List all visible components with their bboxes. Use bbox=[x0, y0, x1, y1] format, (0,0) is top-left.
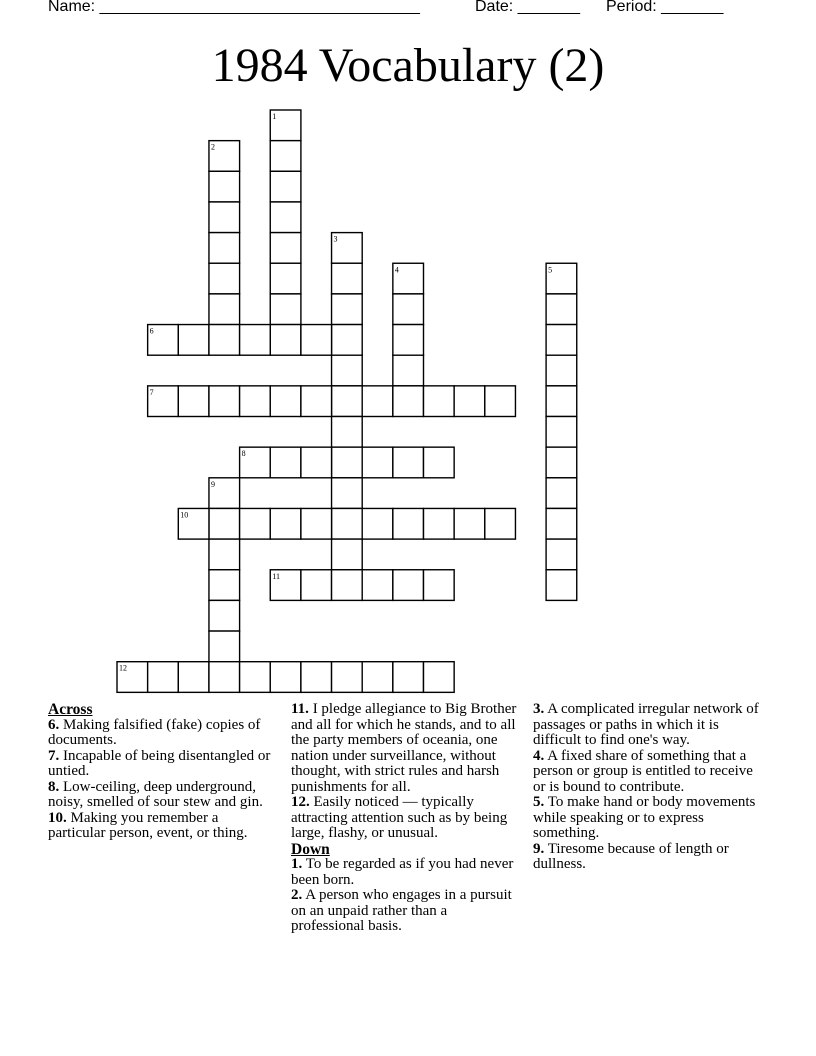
grid-cell[interactable] bbox=[270, 263, 301, 294]
grid-cell[interactable] bbox=[240, 508, 271, 539]
grid-cell[interactable] bbox=[362, 386, 393, 417]
across-clue: 6. Making falsified (fake) copies of documents. bbox=[48, 716, 261, 748]
grid-cell[interactable] bbox=[301, 662, 332, 693]
across-clue: 11. I pledge allegiance to Big Brother and all for which he stands, and to all the party members of oceania, one nation under surveillance, without thought, with strict rules and harsh punishments for all. bbox=[291, 701, 517, 795]
grid-cell[interactable] bbox=[301, 325, 332, 356]
grid-cell[interactable] bbox=[209, 233, 240, 264]
grid-cell[interactable] bbox=[270, 447, 301, 478]
grid-cell[interactable] bbox=[270, 141, 301, 172]
clue-number: 2 bbox=[210, 142, 215, 152]
grid-cell[interactable] bbox=[301, 570, 332, 601]
grid-cell[interactable] bbox=[178, 662, 209, 693]
grid-cell[interactable] bbox=[270, 294, 301, 325]
grid-cell[interactable] bbox=[209, 508, 240, 539]
grid-cell[interactable] bbox=[301, 447, 332, 478]
grid-cell[interactable] bbox=[393, 447, 424, 478]
grid-cell[interactable] bbox=[209, 631, 240, 662]
grid-cell[interactable] bbox=[209, 202, 240, 233]
grid-cell[interactable] bbox=[485, 508, 516, 539]
grid-cell[interactable] bbox=[362, 662, 393, 693]
grid-cell[interactable] bbox=[332, 570, 363, 601]
grid-cell[interactable] bbox=[270, 233, 301, 264]
grid-cell[interactable] bbox=[393, 508, 424, 539]
grid-cell[interactable] bbox=[546, 294, 577, 325]
grid-cell[interactable] bbox=[301, 508, 332, 539]
grid-cell[interactable] bbox=[209, 539, 240, 570]
down-clue: 2. A person who engages in a pursuit on an unpaid rather than a professional basis. bbox=[291, 887, 512, 934]
clue-number: 7 bbox=[149, 387, 154, 397]
grid-cell[interactable] bbox=[393, 325, 424, 356]
clue-number: 5 bbox=[548, 265, 553, 275]
grid-cell[interactable] bbox=[178, 386, 209, 417]
clues-column-1 bbox=[48, 702, 273, 842]
grid-cell[interactable] bbox=[270, 202, 301, 233]
grid-cell[interactable] bbox=[546, 508, 577, 539]
grid-cell[interactable] bbox=[362, 447, 393, 478]
grid-cell[interactable] bbox=[332, 539, 363, 570]
across-clue: 12. Easily noticed — typically attracting attention such as by being large, flashy, or unusual. bbox=[291, 794, 508, 841]
grid-cell[interactable] bbox=[332, 355, 363, 386]
grid-cell[interactable] bbox=[209, 386, 240, 417]
grid-cell[interactable] bbox=[546, 386, 577, 417]
across-clue: 8. Low-ceiling, deep underground, noisy, smelled of sour stew and gin. bbox=[48, 778, 263, 810]
period-field[interactable]: Period: _______ bbox=[606, 0, 724, 15]
grid-cell[interactable] bbox=[332, 447, 363, 478]
clue-number: 11 bbox=[272, 571, 280, 581]
grid-cell[interactable] bbox=[546, 570, 577, 601]
grid-cell[interactable] bbox=[332, 508, 363, 539]
clue-number: 6 bbox=[149, 326, 154, 336]
grid-cell[interactable] bbox=[424, 662, 455, 693]
grid-cell[interactable] bbox=[332, 386, 363, 417]
down-clue: 9. Tiresome because of length or dullness. bbox=[533, 840, 729, 872]
clues-column-3 bbox=[533, 702, 768, 873]
grid-cell[interactable] bbox=[454, 386, 485, 417]
across-clue: 7. Incapable of being disentangled or untied. bbox=[48, 747, 271, 779]
grid-cell[interactable] bbox=[240, 662, 271, 693]
grid-cell[interactable] bbox=[362, 508, 393, 539]
grid-cell[interactable] bbox=[393, 662, 424, 693]
grid-cell[interactable] bbox=[546, 539, 577, 570]
grid-cell[interactable] bbox=[240, 386, 271, 417]
grid-cell[interactable] bbox=[393, 386, 424, 417]
grid-cell[interactable] bbox=[270, 325, 301, 356]
grid-cell[interactable] bbox=[209, 662, 240, 693]
grid-cell[interactable] bbox=[393, 294, 424, 325]
down-clue: 5. To make hand or body movements while speaking or to express something. bbox=[533, 794, 756, 841]
grid-cell[interactable] bbox=[485, 386, 516, 417]
grid-cell[interactable] bbox=[209, 171, 240, 202]
grid-cell[interactable] bbox=[546, 447, 577, 478]
grid-cell[interactable] bbox=[332, 325, 363, 356]
down-clue: 4. A fixed share of something that a person or group is entitled to receive or is bound to contribute. bbox=[533, 747, 753, 795]
grid-cell[interactable] bbox=[424, 570, 455, 601]
grid-cell[interactable] bbox=[546, 325, 577, 356]
across-clue: 10. Making you remember a particular person, event, or thing. bbox=[48, 809, 248, 841]
grid-cell[interactable] bbox=[332, 417, 363, 448]
grid-cell[interactable] bbox=[209, 325, 240, 356]
name-field[interactable]: Name: ____________________________________ bbox=[48, 0, 420, 15]
grid-cell[interactable] bbox=[546, 478, 577, 509]
clue-number: 9 bbox=[210, 479, 215, 489]
grid-cell[interactable] bbox=[209, 294, 240, 325]
down-heading: Down bbox=[291, 840, 330, 858]
grid-cell[interactable] bbox=[332, 478, 363, 509]
down-clue: 1. To be regarded as if you had never been born. bbox=[291, 856, 514, 888]
down-clue: 3. A complicated irregular network of passages or paths in which it is difficult to find one's way. bbox=[533, 701, 759, 748]
grid-cell[interactable] bbox=[240, 325, 271, 356]
grid-cell[interactable] bbox=[424, 508, 455, 539]
grid-cell[interactable] bbox=[362, 570, 393, 601]
grid-cell[interactable] bbox=[332, 263, 363, 294]
grid-cell[interactable] bbox=[393, 355, 424, 386]
grid-cell[interactable] bbox=[332, 662, 363, 693]
grid-cell[interactable] bbox=[332, 294, 363, 325]
page-title: 1984 Vocabulary (2) bbox=[211, 39, 605, 92]
clue-number: 4 bbox=[394, 265, 399, 275]
grid-cell[interactable] bbox=[424, 447, 455, 478]
clue-number: 8 bbox=[241, 449, 246, 459]
clue-number: 1 bbox=[272, 112, 277, 121]
clue-number: 3 bbox=[333, 234, 338, 244]
grid-cell[interactable] bbox=[270, 508, 301, 539]
grid-cell[interactable] bbox=[424, 386, 455, 417]
grid-cell[interactable] bbox=[209, 263, 240, 294]
grid-cell[interactable] bbox=[301, 386, 332, 417]
grid-cell[interactable] bbox=[270, 386, 301, 417]
grid-cell[interactable] bbox=[454, 508, 485, 539]
grid-cell[interactable] bbox=[148, 662, 179, 693]
across-heading: Across bbox=[48, 701, 93, 718]
grid-cell[interactable] bbox=[178, 325, 209, 356]
date-field[interactable]: Date: _______ bbox=[475, 0, 580, 15]
grid-cell[interactable] bbox=[393, 570, 424, 601]
clue-number: 12 bbox=[119, 663, 127, 673]
grid-cell[interactable] bbox=[270, 171, 301, 202]
grid-cell[interactable] bbox=[209, 600, 240, 631]
clue-number: 10 bbox=[180, 510, 189, 520]
grid-cell[interactable] bbox=[546, 417, 577, 448]
grid-cell[interactable] bbox=[546, 355, 577, 386]
grid-cell[interactable] bbox=[209, 570, 240, 601]
clues-column-2 bbox=[291, 702, 523, 935]
grid-cell[interactable] bbox=[270, 662, 301, 693]
